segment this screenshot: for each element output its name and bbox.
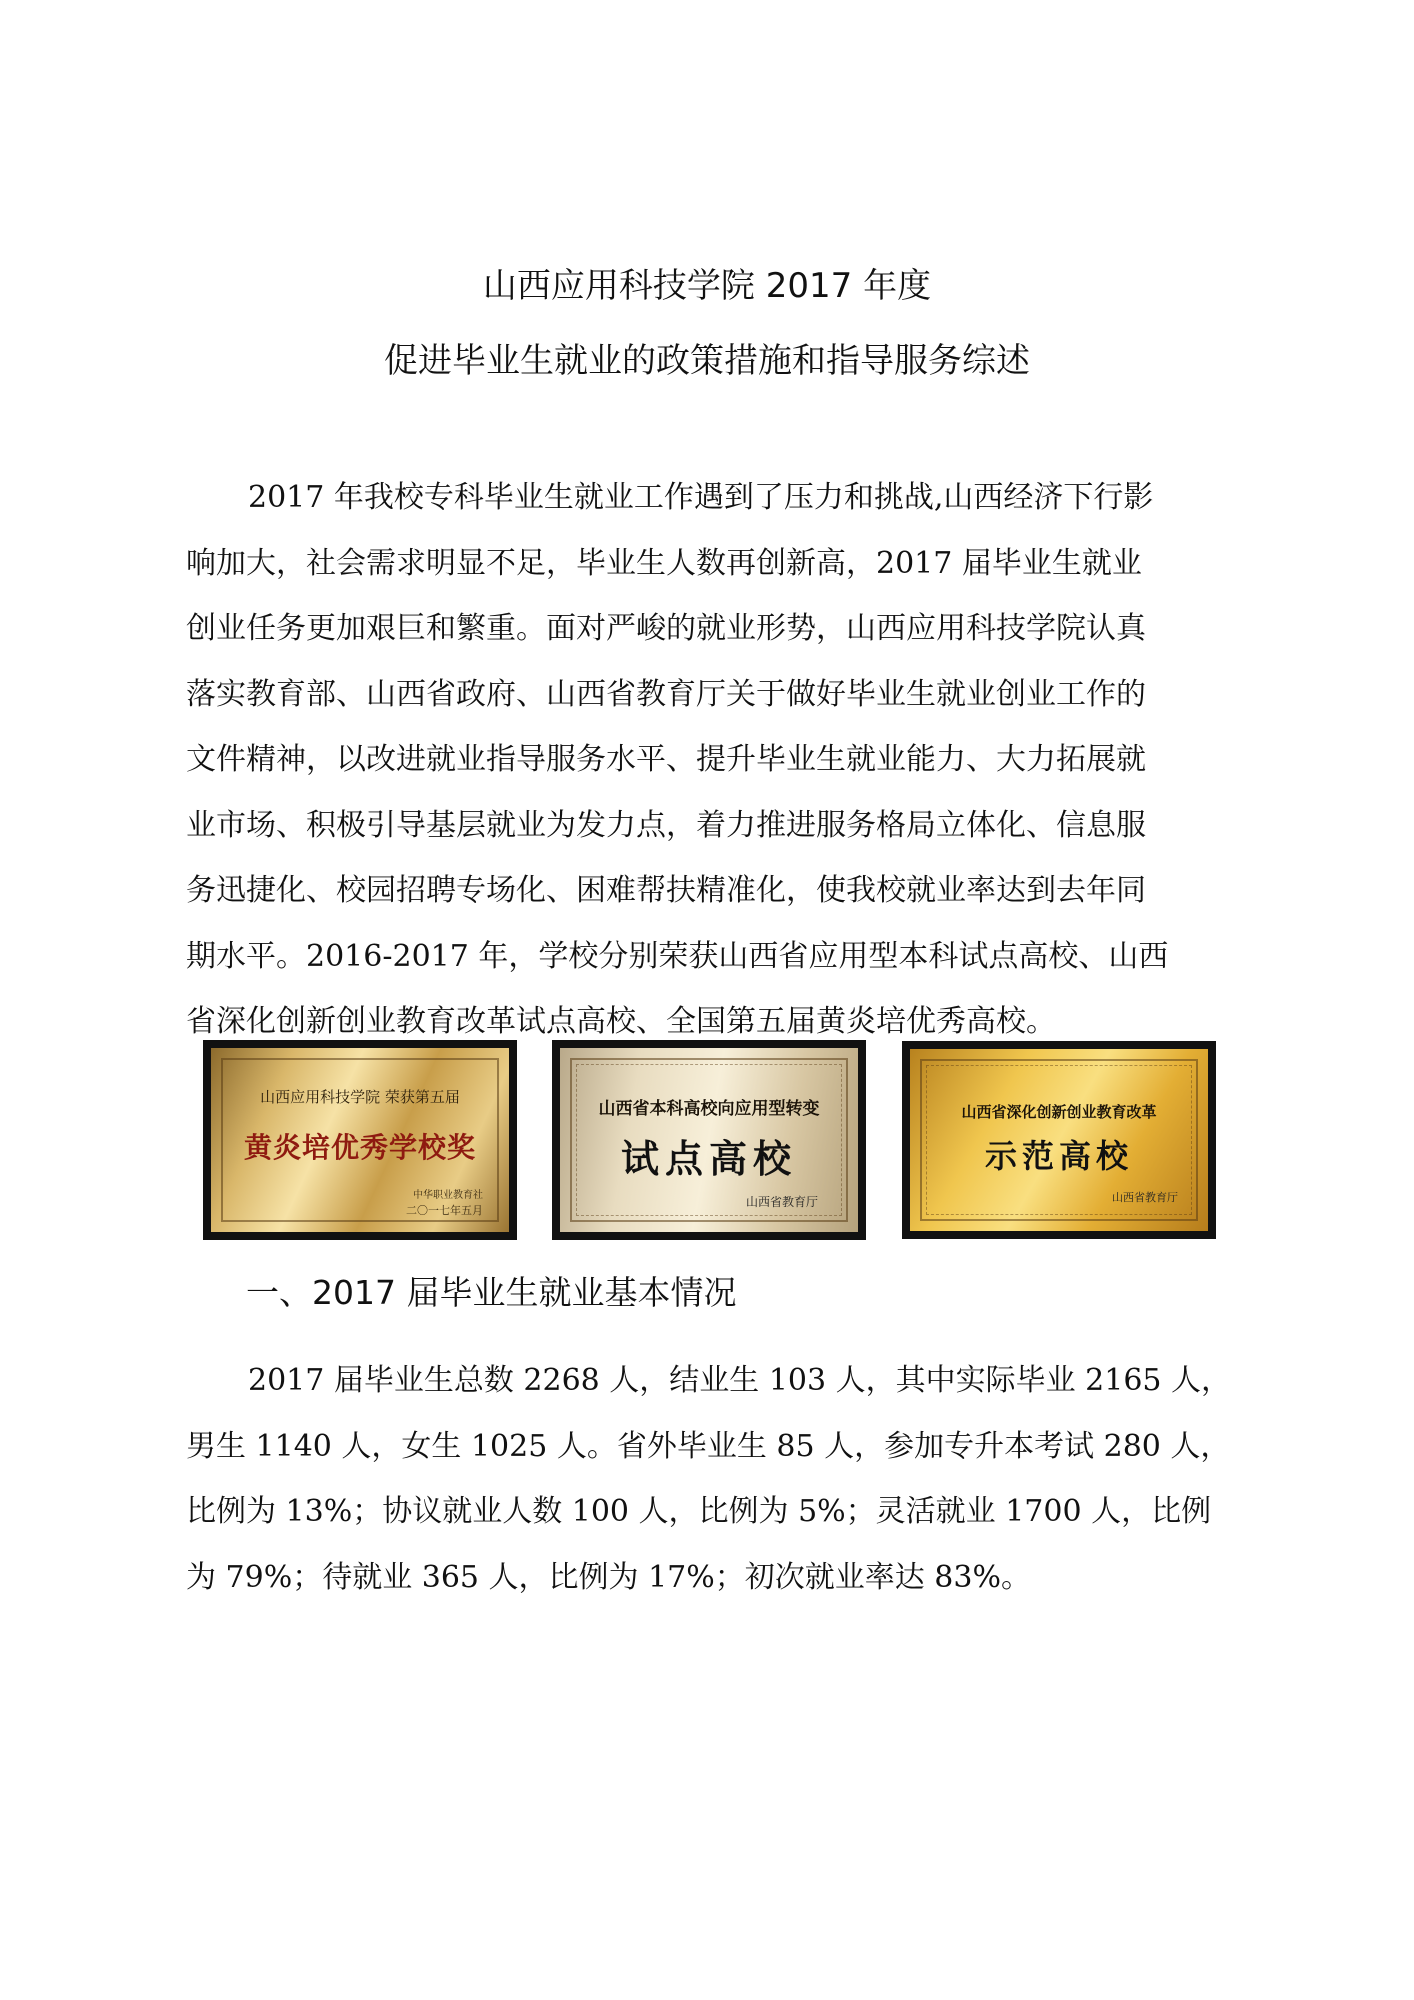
plaque-title: 示范高校 (984, 1137, 1133, 1175)
section1-line: 为 79%；待就业 365 人，比例为 17%；初次就业率达 83%。 (186, 1559, 1031, 1595)
section1-line: 男生 1140 人，女生 1025 人。省外毕业生 85 人，参加专升本考试 280 人， (186, 1428, 1231, 1464)
plaque-subtitle: 山西省本科高校向应用型转变 (598, 1099, 820, 1119)
intro-line: 省深化创新创业教育改革试点高校、全国第五届黄炎培优秀高校。 (186, 1004, 1056, 1039)
intro-line: 响加大，社会需求明显不足，毕业生人数再创新高，2017 届毕业生就业 (186, 545, 1142, 581)
intro-line: 文件精神，以改进就业指导服务水平、提升毕业生就业能力、大力拓展就 (186, 742, 1146, 777)
section1-paragraph (186, 1348, 1232, 1610)
plaque-subtitle: 山西应用科技学院 荣获第五届 (260, 1088, 460, 1106)
section-heading: 一、2017 届毕业生就业基本情况 (246, 1273, 737, 1312)
document-title-line2: 促进毕业生就业的政策措施和指导服务综述 (384, 341, 1030, 381)
plaque-issuer: 中华职业教育社 (413, 1190, 483, 1201)
section1-line: 2017 届毕业生总数 2268 人，结业生 103 人，其中实际毕业 2165 人， (248, 1363, 1232, 1398)
award-plaque-innovation-demo (902, 1041, 1216, 1239)
plaque-issuer: 山西省教育厅 (1112, 1191, 1178, 1204)
plaque-title: 黄炎培优秀学校奖 (243, 1131, 476, 1164)
plaque-title: 试点高校 (620, 1136, 797, 1181)
intro-line: 2017 年我校专科毕业生就业工作遇到了压力和挑战,山西经济下行影 (248, 480, 1154, 515)
section1-line: 比例为 13%；协议就业人数 100 人，比例为 5%；灵活就业 1700 人，比例 (186, 1494, 1212, 1529)
award-plaque-huangyanpei (203, 1040, 517, 1240)
intro-line: 务迅捷化、校园招聘专场化、困难帮扶精准化，使我校就业率达到去年同 (186, 873, 1146, 908)
intro-line: 业市场、积极引导基层就业为发力点，着力推进服务格局立体化、信息服 (186, 807, 1146, 843)
intro-paragraph (186, 465, 1228, 1055)
intro-line: 创业任务更加艰巨和繁重。面对严峻的就业形势，山西应用科技学院认真 (186, 611, 1146, 646)
intro-line: 落实教育部、山西省政府、山西省教育厅关于做好毕业生就业创业工作的 (186, 676, 1146, 712)
award-plaque-applied-pilot (552, 1040, 866, 1240)
document-title-line1: 山西应用科技学院 2017 年度 (482, 266, 932, 306)
intro-line: 期水平。2016-2017 年，学校分别荣获山西省应用型本科试点高校、山西 (186, 938, 1169, 974)
plaque-date: 二〇一七年五月 (406, 1204, 483, 1217)
plaque-issuer: 山西省教育厅 (745, 1195, 818, 1209)
plaque-subtitle: 山西省深化创新创业教育改革 (961, 1103, 1157, 1121)
